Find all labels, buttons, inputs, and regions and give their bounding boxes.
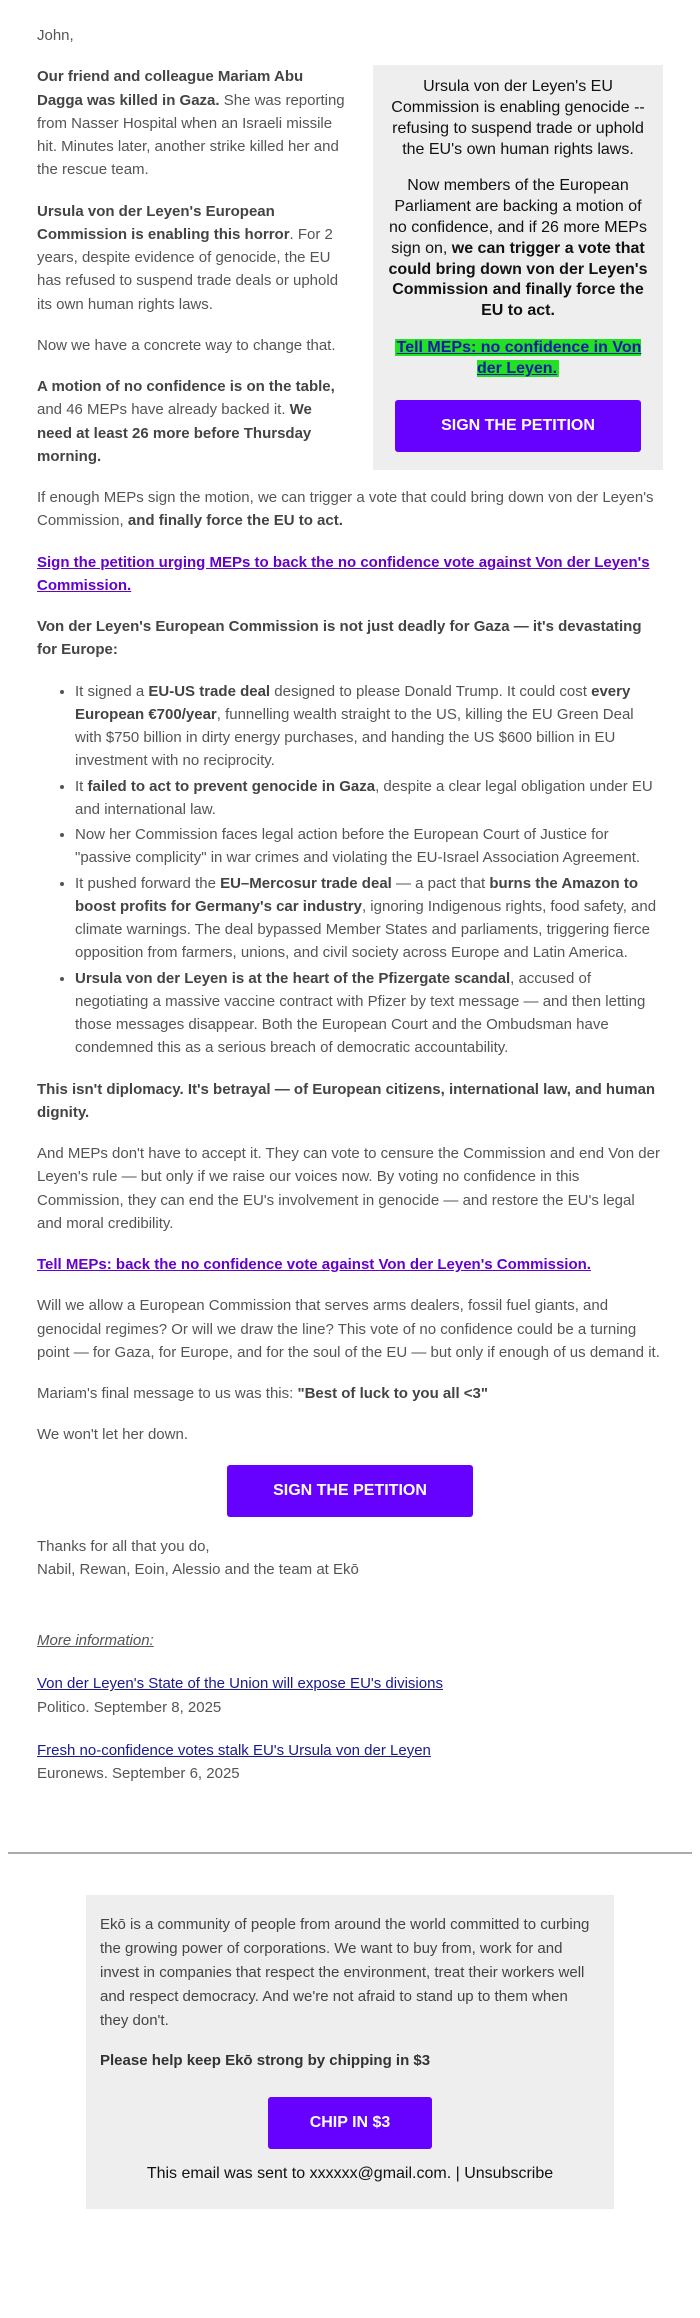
signature: Thanks for all that you do, Nabil, Rewan, Eoin, Alessio and the team at Ekō <box>37 1537 359 1578</box>
paragraph-betrayal: This isn't diplomacy. It's betrayal — of European citizens, international law, and human dignity. <box>37 1080 656 1121</box>
petition-link-wrap-2 <box>37 1253 663 1276</box>
paragraph-let-down: We won't let her down. <box>37 1426 188 1444</box>
source-meta: Euronews. September 6, 2025 <box>37 1765 240 1782</box>
grievance-list <box>37 680 663 1060</box>
footer-about: Ekō is a community of people from around the world committed to curbing the growing power of corporations. We want to buy from, work for and invest in companies that respect the environment, treat their workers well and respect democracy. And we're not afraid to stand up to them when they don't. <box>100 1916 590 2029</box>
source-link-euronews[interactable]: Fresh no-confidence votes stalk EU's Ursula von der Leyen <box>37 1741 431 1759</box>
footer-chip-prompt: Please help keep Ekō strong by chipping in $3 <box>100 2052 431 2069</box>
callout-intro: Ursula von der Leyen's EU Commission is enabling genocide -- refusing to suspend trade or uphold the EU's own human rights laws. <box>391 78 645 158</box>
paragraph-motion: A motion of no confidence is on the table, and 46 MEPs have already backed it. We need at least 26 more before Thursday morning. <box>37 378 335 465</box>
callout-petition-link[interactable]: Tell MEPs: no confidence in Von der Leyen. <box>396 339 642 377</box>
footer-divider <box>8 1852 692 1854</box>
source-item <box>37 1672 663 1719</box>
greeting: John, <box>37 27 74 44</box>
source-item <box>37 1739 663 1786</box>
footer-box <box>86 1895 614 2209</box>
source-meta: Politico. September 8, 2025 <box>37 1698 222 1716</box>
list-item: • It signed a EU-US trade deal designed to please Donald Trump. It could cost every European €700/year, funnelling wealth straight to the US, killing the EU Green Deal with $750 billion in dirty energy purchases, and handing the US $600 billion in EU investment with no reciprocity. <box>75 680 663 773</box>
chip-in-button[interactable]: CHIP IN $3 <box>268 2097 432 2149</box>
sent-notice: This email was sent to xxxxxx@gmail.com. | Unsubscribe <box>146 2165 554 2182</box>
list-item: • It pushed forward the EU–Mercosur trade deal — a pact that burns the Amazon to boost profits for Germany's car industry, ignoring Indigenous rights, food safety, and climate warnings. The deal bypassed Member States and parliaments, triggering fierce opposition from farmers, unions, and civil society across Europe and Latin America. <box>75 872 663 965</box>
sign-petition-button-main[interactable]: SIGN THE PETITION <box>227 1465 473 1517</box>
list-item: • Now her Commission faces legal action before the European Court of Justice for "passive complicity" in war crimes and violating the EU-Israel Association Agreement. <box>75 823 663 870</box>
paragraph-censure: And MEPs don't have to accept it. They can vote to censure the Commission and end Von der Leyen's rule — but only if we raise our voices now. By voting no confidence in this Commission, they can end the EU's involvement in genocide — and restore the EU's legal and moral credibility. <box>37 1145 660 1232</box>
paragraph-mariam: Our friend and colleague Mariam Abu Dagga was killed in Gaza. She was reporting from Nasser Hospital when an Israeli missile hit. Minutes later, another strike killed her and the rescue team. <box>37 68 345 179</box>
callout-box <box>373 65 663 469</box>
petition-link-1[interactable]: Sign the petition urging MEPs to back the no confidence vote against Von der Leyen's Commission. <box>37 553 650 594</box>
paragraph-turning-point: Will we allow a European Commission that serves arms dealers, fossil fuel giants, and genocidal regimes? Or will we draw the line? This vote of no confidence could be a turning point — for Gaza, for Europe, and for the soul of the EU — but only if enough of us demand it. <box>37 1297 660 1361</box>
callout-paragraph: Now members of the European Parliament are backing a motion of no confidence, and if 26 more MEPs sign on, we can trigger a vote that could bring down von der Leyen's Commission and finally force the EU to act. <box>388 177 648 320</box>
list-item: • Ursula von der Leyen is at the heart of the Pfizergate scandal, accused of negotiating a massive vaccine contract with Pfizer by text message — and then letting those messages disappear. Both the European Court and the Ombudsman have condemned this as a serious breach of democratic accountability. <box>75 967 663 1060</box>
chip-button-wrap <box>100 2089 600 2149</box>
paragraph-final-message: Mariam's final message to us was this: "Best of luck to you all <3" <box>37 1385 488 1402</box>
main-button-wrap <box>37 1465 663 1517</box>
unsubscribe-link[interactable]: Unsubscribe <box>464 2165 554 2182</box>
sign-petition-button-top[interactable]: SIGN THE PETITION <box>395 400 641 452</box>
email-content <box>37 24 663 1805</box>
petition-link-2[interactable]: Tell MEPs: back the no confidence vote against Von der Leyen's Commission. <box>37 1256 591 1273</box>
recipient-email: xxxxxx@gmail.com <box>309 2165 447 2182</box>
paragraph-trigger: If enough MEPs sign the motion, we can trigger a vote that could bring down von der Leyen's Commission, and finally force the EU to act. <box>37 489 654 530</box>
paragraph-change: Now we have a concrete way to change that. <box>37 336 336 354</box>
source-link-politico[interactable]: Von der Leyen's State of the Union will expose EU's divisions <box>37 1675 443 1693</box>
callout-link-wrap <box>387 338 649 380</box>
paragraph-devastating: Von der Leyen's European Commission is not just deadly for Gaza — it's devastating for Europe: <box>37 618 642 659</box>
paragraph-commission: Ursula von der Leyen's European Commission is enabling this horror. For 2 years, despite evidence of genocide, the EU has refused to suspend trade deals or uphold its own human rights laws. <box>37 202 339 313</box>
more-info-label: More information: <box>37 1632 154 1649</box>
list-item: • It failed to act to prevent genocide in Gaza, despite a clear legal obligation under EU and international law. <box>75 775 663 822</box>
petition-link-wrap-1 <box>37 551 663 598</box>
